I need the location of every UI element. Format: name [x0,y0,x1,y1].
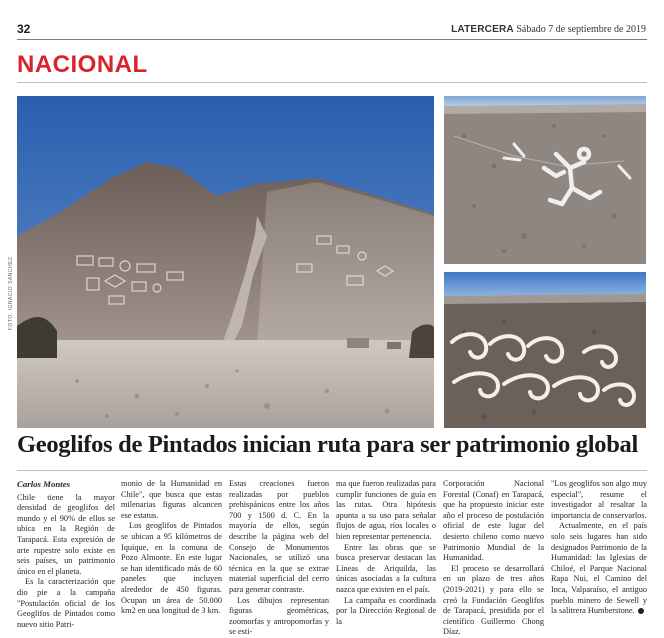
paragraph: El proceso se desarrollará en un plazo de tres años (2019-2021) y para ello se creó la Fundación Geoglifos de Tarapacá, presidida por el científico Guillermo Chong Díaz. [443,563,544,637]
paragraph: Entre las obras que se busca preservar destacan las Líneas de Ariquilda, las únicas asociadas a la cultura nazca que existen en el país. [336,542,436,594]
photo-geoglyph-spirals [444,272,646,428]
article-column-3 [229,479,329,638]
issue-date: Sábado 7 de septiembre de 2019 [516,24,646,35]
paragraph: Es la caracterización que dio pie a la campaña "Postulación oficial de los Geoglifos de Pintados como nuevo sitio Patri- [17,577,115,629]
article-headline: Geoglifos de Pintados inician ruta para ser patrimonio global [17,431,638,458]
paragraph: La campaña es coordinada por la Dirección Regional de la [336,595,436,626]
paragraph: Corporación Nacional Forestal (Conaf) en Tarapacá, que ha propuesto iniciar este año el proceso de postulación oficial de este lugar del desierto chileno como nuevo Patrimonio Mundial de la Humanidad. [443,479,544,563]
paragraph: Chile tiene la mayor densidad de geoglifos del mundo y el 90% de ellos se ubica en la Región de Tarapacá. Esta expresión de arte rupestre solo existe en seis países, un patrimonio único en el planeta. [17,492,115,576]
main-photo-mountain [17,96,434,428]
photo-geoglyph-figure [444,96,646,264]
paragraph: monio de la Humanidad en Chile", que busca que estas milenarias figuras alcancen ese estatus. [121,479,222,520]
section-rule [17,82,647,83]
section-title: NACIONAL [17,51,148,78]
article-column-6 [551,479,647,617]
paragraph: Estas creaciones fueron realizadas por pueblos prehispánicos entre los años 700 y 1500 d. C. En la mayoría de ellos, según describe la página web del Consejo de Monumentos Nacionales, se utilizó una técnica en la que se extrae material superficial del cerro para generar contraste. [229,479,329,594]
paragraph: Los dibujos representan figuras geométricas, zoomorfas y antropomorfas y se esti- [229,595,329,637]
publication-name: LATERCERA [451,24,514,35]
article-column-4 [336,479,436,627]
masthead [451,24,646,35]
end-of-article-mark [638,608,644,614]
photo-credit: FOTO: IGNACIO SÁNCHEZ [8,256,14,330]
page-number: 32 [17,22,31,36]
paragraph [551,521,647,616]
paragraph: "Los geoglifos son algo muy especial", resume el investigador al resaltar la importancia de conservarlos. [551,479,647,520]
header-rule [17,39,647,40]
article-column-2 [121,479,222,617]
article-column-5 [443,479,544,638]
paragraph: Los geoglifos de Pintados se ubican a 95 kilómetros de Iquique, en la comuna de Pozo Almonte. En este lugar se han identificado más de 60 paneles que incluyen alrededor de 450 figuras. Ocupan un área de 50.000 km2 en una longitud de 3 km. [121,521,222,616]
headline-rule [17,470,647,471]
article-byline: Carlos Montes [17,479,71,489]
article-column-1 [17,479,115,630]
paragraph-text: Actualmente, en el país solo seis lugares han sido designados Patrimonio de la Humanidad: las Iglesias de Chiloé, el Parque Nacional Rapa Nui, el Camino del Inca, Valparaíso, el antiguo pueblo minero de Sewell y la salitrera Humberstone. [551,521,647,616]
paragraph: ma que fueron realizadas para cumplir funciones de guía en las rutas. Otra hipótesis apunta a su uso para señalar flujos de agua, ríos locales o bien representar pertenencia. [336,479,436,541]
